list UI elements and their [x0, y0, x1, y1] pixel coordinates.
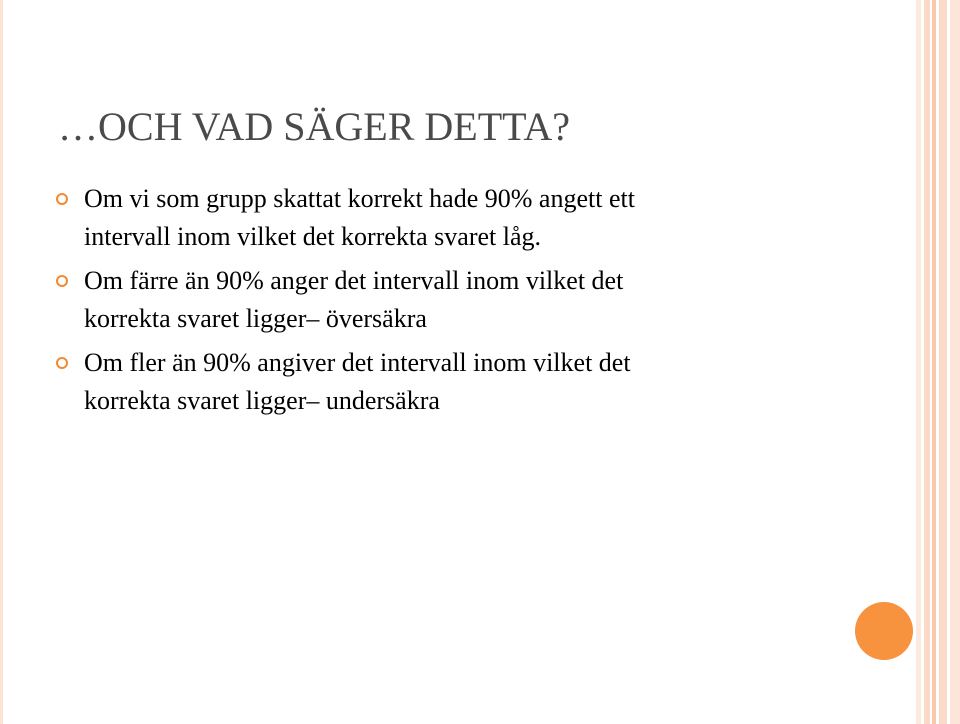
ring-bullet-icon: [56, 275, 68, 287]
slide-title: …OCH VAD SÄGER DETTA?: [58, 104, 570, 149]
right-stripe-decoration: [939, 0, 947, 724]
bullet-line: Om fler än 90% angiver det intervall inom vilket det: [84, 348, 631, 377]
bullet-line: Om färre än 90% anger det intervall inom vilket det: [84, 266, 624, 295]
right-stripe-decoration: [916, 0, 921, 724]
left-edge-decoration: [0, 0, 3, 724]
right-stripe-decoration: [950, 0, 960, 724]
bullet-item: [84, 344, 804, 420]
bullet-item: [84, 180, 804, 256]
bullet-line: intervall inom vilket det korrekta svaret låg.: [84, 222, 542, 251]
bullet-line: korrekta svaret ligger– översäkra: [84, 304, 427, 333]
bullet-line: Om vi som grupp skattat korrekt hade 90% angett ett: [84, 184, 635, 213]
ring-bullet-icon: [56, 193, 68, 205]
bullet-item: [84, 262, 804, 338]
orange-circle-decoration: [855, 602, 913, 660]
bullet-list: [84, 180, 804, 426]
ring-bullet-icon: [56, 357, 68, 369]
right-stripe-decoration: [932, 0, 936, 724]
bullet-line: korrekta svaret ligger– undersäkra: [84, 386, 440, 415]
right-stripe-decoration: [924, 0, 930, 724]
